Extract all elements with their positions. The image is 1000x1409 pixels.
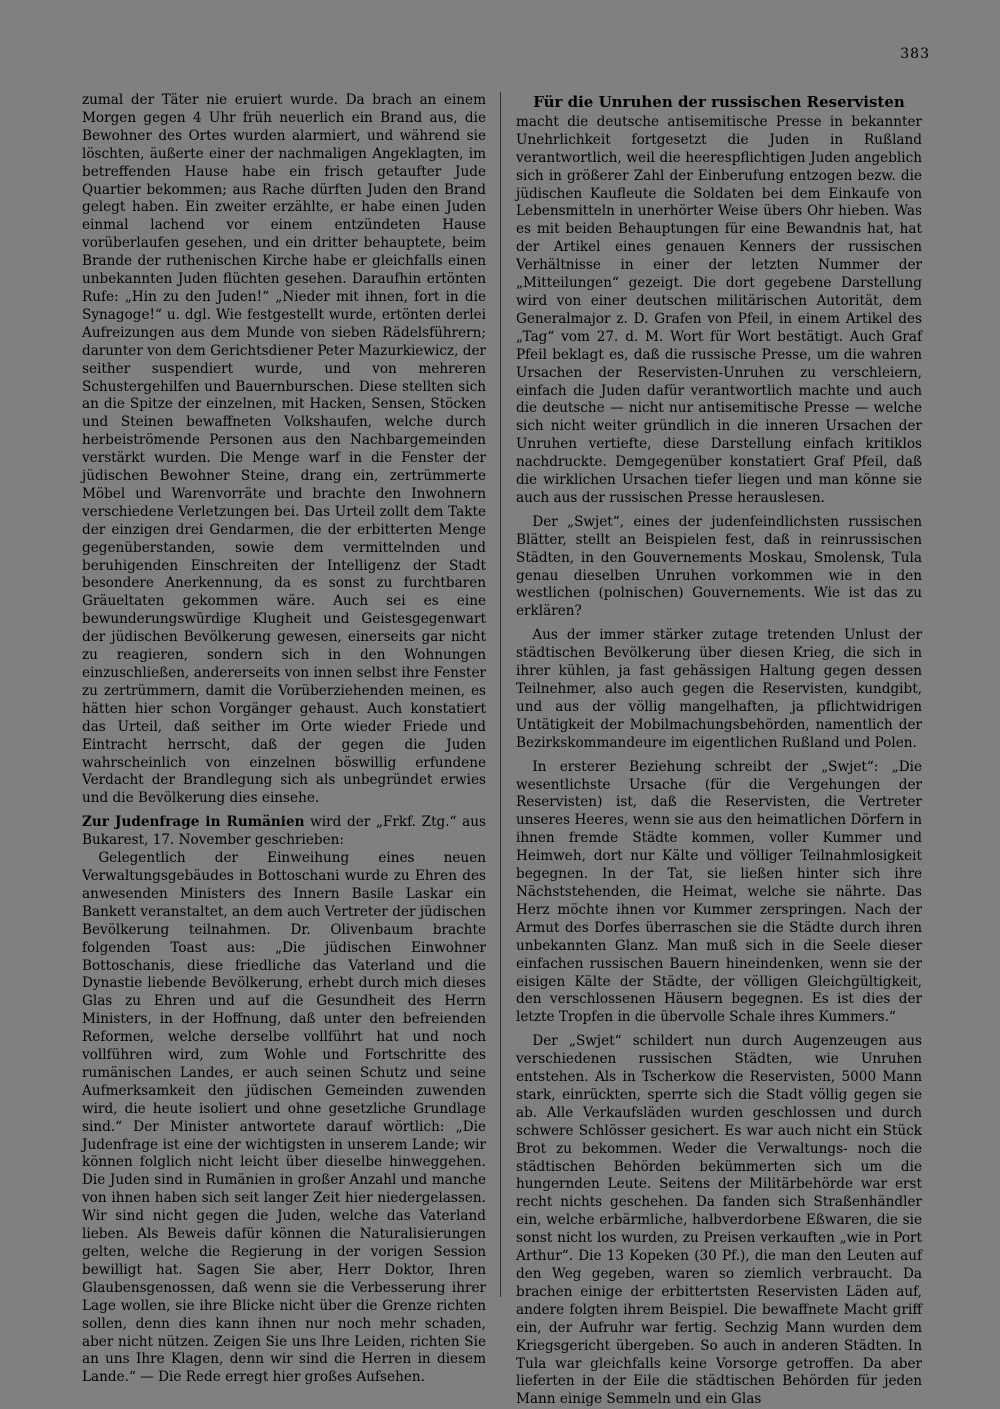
article-reservists-p5: Der „Swjet“ schildert nun durch Augenzeugen aus verschiedenen russischen Städten, wie Unruhen entstehen. Als in Tscherkow die Reservisten, 5000 Mann stark, einrückten, sperrte sich die Stadt völlig gegen sie ab. Alle Verkaufsläden wurden geschlossen und durch schwere Schlösser gesichert. Es war auch nicht ein Stück Brot zu bekommen. Weder die Verwaltungs- noch die städtischen Behörden bekümmerten sich um die hungernden Leute. Seitens der Militärbehörde war erst recht nichts geschehen. Da fanden sich Straßenhändler ein, welche erbärmliche, halbverdorbene Eßwaren, die sie sonst nicht los wurden, zu Preisen verkauften „wie in Port Arthur“. Die 13 Kopeken (30 Pf.), die man den Leuten auf den Weg gegeben, waren so ziemlich verbraucht. Da brachen einige der erbittertsten Reservisten Läden auf, andere folgten ihrem Beispiel. Die bewaffnete Macht griff ein, der Aufruhr war fertig. Sechzig Mann wurden dem Kriegsgericht übergeben. So auch in anderen Städten. In Tula war gleichfalls keine Vorsorge getroffen. Da aber lieferten in der Eile die städtischen Behörden für jeden Mann einige Semmeln und ein Glas <box>516 1033 922 1408</box>
article-reservists-p4: In ersterer Beziehung schreibt der „Swjet“: „Die wesentlichste Ursache (für die Vergehungen der Reservisten) ist, daß die Reservisten, die Vertreter unseres Heeres, wenn sie aus den heimatlichen Dörfern in ihnen fremde Städte kommen, voller Kummer und Heimweh, dort nur Kälte und völliger Teilnahmlosigkeit begegnen. In der Tat, sie ließen hinter sich ihre Nächststehenden, die Heimat, welche sie nährte. Das Herz möchte ihnen vor Kummer zerspringen. Nach der Armut des Dorfes überraschen sie die Städte durch ihren unbekannten Glanz. Man muß sich in die Seele dieser einfachen russischen Bauern hineindenken, wenn sie der eisigen Kälte der Städte, der völligen Gleichgültigkeit, den verschlossenen Häusern begegnen. Es ist dies der letzte Tropfen in die übervolle Schale ihres Kummers.“ <box>516 758 922 1026</box>
page-number: 383 <box>900 46 930 62</box>
article-romania-intro <box>82 814 486 850</box>
article-continuation: zumal der Täter nie eruiert wurde. Da brach an einem Morgen gegen 4 Uhr früh neuerlich ein Brand aus, die Bewohner des Ortes wurden alarmiert, und während sie löschten, äußerte einer der nachmaligen Angeklagten, im betreffenden Hause habe ein frisch getaufter Jude Quartier bekommen; aus Rache dürften Juden den Brand gelegt haben. Ein zweiter erzählte, er habe einen Juden einmal lachend vor einem entzündeten Hause vorüberlaufen gesehen, und ein dritter behauptete, beim Brande der ruthenischen Kirche habe er gleichfalls einen unbekannten Juden flüchten gesehen. Daraufhin ertönten Rufe: „Hin zu den Juden!“ „Nieder mit ihnen, fort in die Synagoge!“ u. dgl. Wie festgestellt wurde, ertönten derlei Aufreizungen aus dem Munde von sieben Rädelsführern; darunter von dem Gerichtsdiener Peter Mazurkiewicz, der seither suspendiert wurde, und von mehreren Schustergehilfen und Bauernburschen. Diese stellten sich an die Spitze der einzelnen, mit Hacken, Sensen, Stöcken und Steinen bewaffneten Volkshaufen, welche durch herbeiströmende Personen aus den Nachbargemeinden verstärkt wurden. Die Menge warf in die Fenster der jüdischen Bewohner Steine, drang ein, zertrümmerte Möbel und Warenvorräte und brachte den Inwohnern verschiedene Verletzungen bei. Das Urteil zollt dem Takte der einzigen drei Gendarmen, die der erbitterten Menge gegenüberstanden, sowie dem vermittelnden und beruhigenden Einschreiten der Intelligenz der Stadt besondere Anerkennung, da es sonst zu furchtbaren Gräueltaten gekommen wäre. Auch sei es eine bewunderungswürdige Klugheit und Geistesgegenwart der jüdischen Bevölkerung gewesen, einerseits gar nicht zu reagieren, sondern sich in den Wohnungen einzuschließen, andererseits von innen selbst ihre Fenster zu zertrümmern, damit die Vorüberziehenden meinen, es hätten hier schon Vorgänger gehaust. Auch konstatiert das Urteil, daß seither im Orte wieder Friede und Eintracht herrscht, daß der gegen die Juden wahrscheinlich von einzelnen böswillig erfundene Verdacht der Brandlegung sich als unbegründet erwies und die Bevölkerung dies einsehe. <box>82 92 486 807</box>
article-heading-reservists: Für die Unruhen der russischen Reservisten <box>533 93 905 111</box>
article-romania-body: Gelegentlich der Einweihung eines neuen Verwaltungsgebäudes in Bottoschani wurde zu Ehren des anwesenden Ministers des Innern Basile Laskar ein Bankett veranstaltet, an dem auch Vertreter der jüdischen Bevölkerung teilnahmen. Dr. Olivenbaum brachte folgenden Toast aus: „Die jüdischen Einwohner Bottoschanis, diese friedliche das Vaterland und die Dynastie liebende Bevölkerung, erhebt durch mich dieses Glas zu Ehren und auf die Gesundheit des Herrn Ministers, in der Hoffnung, daß unter den befreienden Reformen, welche derselbe vollführt hat und noch vollführen wird, zum Wohle und Fortschritte des rumänischen Landes, er auch seinen Schutz und seine Aufmerksamkeit den jüdischen Gemeinden zuwenden wird, die heute isoliert und ohne gesetzliche Grundlage sind.“ Der Minister antwortete darauf wörtlich: „Die Judenfrage ist eine der wichtigsten in unserem Lande; wir können folglich nicht leicht über dieselbe hinweggehen. Die Juden sind in Rumänien in großer Anzahl und manche von ihnen haben sich seit langer Zeit hier niedergelassen. Wir sind nicht gegen die Juden, welche das Vaterland lieben. Als Beweis dafür können die Naturalisierungen gelten, welche die Regierung in der vorigen Session bewilligt hat. Sagen Sie aber, Herr Doktor, Ihren Glaubensgenossen, daß wenn sie die Verbesserung ihrer Lage wollen, sie ihre Blicke nicht über die Grenze richten sollen, denn dies kann ihnen nur noch mehr schaden, aber nicht nützen. Zeigen Sie uns Ihre Leiden, richten Sie an uns Ihre Klagen, denn wir sind die Herren in diesem Lande.“ — Die Rede erregt hier großes Aufsehen. <box>82 850 486 1386</box>
column-rule <box>500 92 501 1297</box>
article-reservists-p3: Aus der immer stärker zutage tretenden Unlust der städtischen Bevölkerung über diesen Krieg, die sich in ihrer kühlen, ja fast gehässigen Haltung gegen dessen Teilnehmer, also auch gegen die Reservisten, kundgibt, und aus der völlig mangelhaften, ja pflichtwidrigen Untätigkeit der Mobilmachungsbehörden, namentlich der Bezirkskommandeure im eigentlichen Rußland und Polen. <box>516 627 922 751</box>
right-column <box>516 92 922 1409</box>
article-heading-romania: Zur Judenfrage in Rumänien <box>82 814 305 831</box>
article-heading-romania-rest: wird der „Frkf. Ztg.“ aus Bukarest, 17. November geschrieben: <box>82 814 486 849</box>
left-column <box>82 92 486 1387</box>
article-reservists-p1: macht die deutsche antisemitische Presse in bekannter Unehrlichkeit fortgesetzt die Juden in Rußland verantwortlich, weil die heerespflichtigen Juden angeblich sich in größerer Zahl der Einberufung entzogen bezw. die jüdischen Kaufleute die Soldaten bei dem Einkaufe von Lebensmitteln in unerhörter Weise übers Ohr hieben. Was es mit beiden Behauptungen für eine Bewandnis hat, hat der Artikel eines genauen Kenners der russischen Verhältnisse in einer der letzten Nummer der „Mitteilungen“ gezeigt. Die dort gegebene Darstellung wird von einer deutschen militärischen Autorität, dem Generalmajor z. D. Grafen von Pfeil, in einem Artikel des „Tag“ vom 27. d. M. Wort für Wort bestätigt. Auch Graf Pfeil beklagt es, daß die russische Presse, um die wahren Ursachen der Reservisten-Unruhen zu verschleiern, einfach die Juden dafür verantwortlich machte und auch die deutsche — nicht nur antisemitische Presse — welche sich nicht weiter gründlich in die inneren Ursachen der Unruhen vertiefte, diese Darstellung einfach kritiklos nachdruckte. Demgegenüber konstatiert Graf Pfeil, daß die wirklichen Ursachen tiefer liegen und man könne sie auch aus der russischen Presse herauslesen. <box>516 113 922 506</box>
article-reservists-p2: Der „Swjet“, eines der judenfeindlichsten russischen Blätter, stellt an Beispielen fest, daß in reinrussischen Städten, in den Gouvernements Moskau, Smolensk, Tula genau dieselben Unruhen vorkommen wie in den westlichen (polnischen) Gouvernements. Wie ist das zu erklären? <box>516 513 922 620</box>
